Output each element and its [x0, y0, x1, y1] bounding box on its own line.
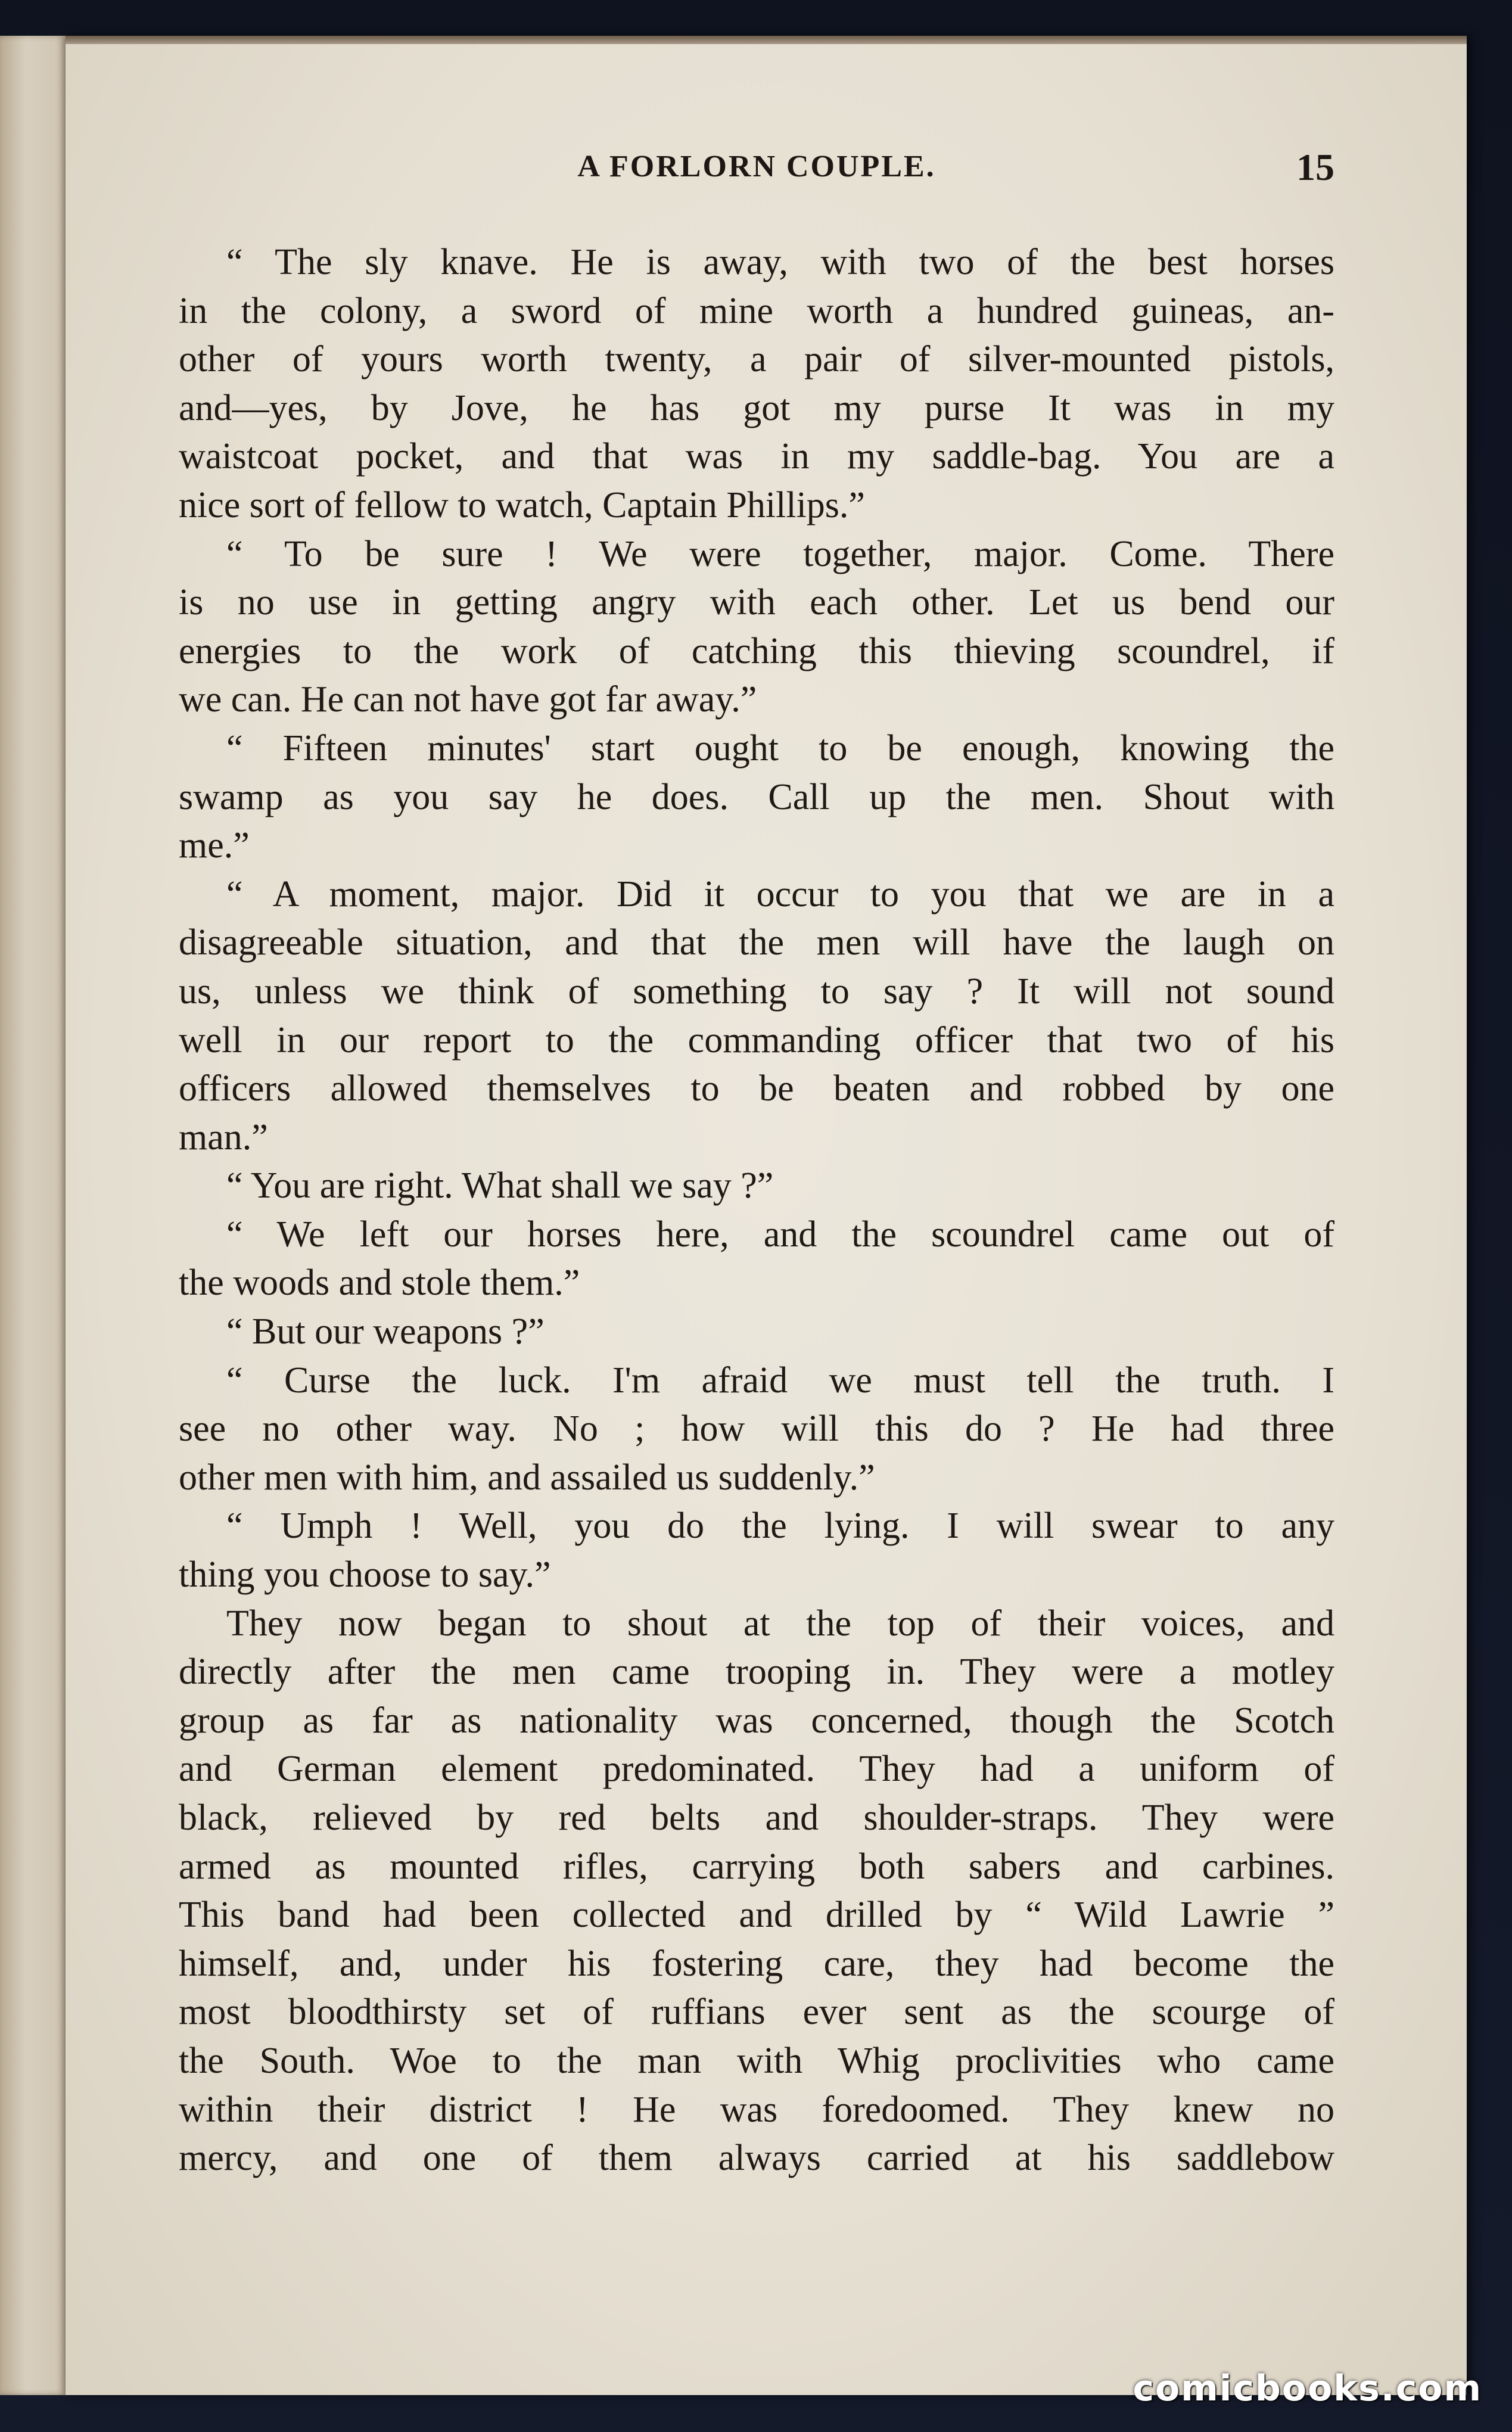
- text-line: mercy, and one of them always carried at his saddlebow: [179, 2138, 1334, 2179]
- text-line: “ Fifteen minutes' start ought to be enough, knowing the: [226, 727, 1334, 769]
- text-line: himself, and, under his fostering care, they had become the: [179, 1943, 1334, 1984]
- text-line: us, unless we think of something to say ? It will not sound: [179, 971, 1334, 1012]
- text-line: well in our report to the commanding officer that two of his: [179, 1019, 1334, 1060]
- text-line: “ A moment, major. Did it occur to you that we are in a: [226, 873, 1334, 915]
- text-line: “ Curse the luck. I'm afraid we must tell the truth. I: [226, 1360, 1334, 1401]
- text-line: energies to the work of catching this thieving scoundrel, if: [179, 630, 1334, 671]
- text-line: “ But our weapons ?”: [226, 1311, 545, 1352]
- text-line: within their district ! He was foredoomed. They knew no: [179, 2089, 1334, 2130]
- text-line: the South. Woe to the man with Whig proclivities who came: [179, 2040, 1334, 2081]
- text-line: man.”: [179, 1117, 268, 1158]
- body-text: [179, 238, 1334, 2183]
- text-line: swamp as you say he does. Call up the men. Shout with: [179, 776, 1334, 817]
- text-line: and—yes, by Jove, he has got my purse It was in my: [179, 387, 1334, 428]
- text-line: in the colony, a sword of mine worth a hundred guineas, an-: [179, 290, 1334, 331]
- text-line: “ Umph ! Well, you do the lying. I will swear to any: [226, 1506, 1334, 1547]
- text-line: other of yours worth twenty, a pair of silver-mounted pistols,: [179, 339, 1334, 380]
- text-line: disagreeable situation, and that the men will have the laugh on: [179, 922, 1334, 963]
- text-line: is no use in getting angry with each other. Let us bend our: [179, 582, 1334, 623]
- page-top-edge: [66, 36, 1467, 44]
- site-watermark: comicbooks.com: [1133, 2368, 1482, 2409]
- text-line: black, relieved by red belts and shoulder-straps. They were: [179, 1797, 1334, 1838]
- text-line: armed as mounted rifles, carrying both sabers and carbines.: [179, 1846, 1334, 1887]
- text-line: “ To be sure ! We were together, major. Come. There: [226, 533, 1334, 574]
- text-line: group as far as nationality was concerned, though the Scotch: [179, 1700, 1334, 1741]
- text-line: They now began to shout at the top of their voices, and: [226, 1603, 1334, 1644]
- text-line: This band had been collected and drilled by “ Wild Lawrie ”: [179, 1895, 1334, 1936]
- running-head: [179, 146, 1334, 203]
- text-line: nice sort of fellow to watch, Captain Phillips.”: [179, 484, 865, 525]
- text-line: officers allowed themselves to be beaten and robbed by one: [179, 1068, 1334, 1109]
- text-line: directly after the men came trooping in. They were a motley: [179, 1652, 1334, 1693]
- text-line: “ The sly knave. He is away, with two of the best horses: [226, 242, 1334, 282]
- text-line: waistcoat pocket, and that was in my saddle-bag. You are a: [179, 436, 1334, 477]
- text-line: most bloodthirsty set of ruffians ever sent as the scourge of: [179, 1992, 1334, 2033]
- running-title: A FORLORN COUPLE.: [577, 150, 936, 184]
- text-line: other men with him, and assailed us suddenly.”: [179, 1457, 875, 1498]
- text-line: see no other way. No ; how will this do ? He had three: [179, 1408, 1334, 1450]
- text-line: and German element predominated. They had a uniform of: [179, 1749, 1334, 1790]
- text-line: me.”: [179, 825, 250, 866]
- text-line: “ You are right. What shall we say ?”: [226, 1165, 774, 1206]
- text-line: the woods and stole them.”: [179, 1262, 580, 1304]
- page-number: 15: [1296, 146, 1334, 188]
- text-line: we can. He can not have got far away.”: [179, 679, 757, 720]
- facing-page-edge: [0, 36, 66, 2395]
- text-line: thing you choose to say.”: [179, 1554, 551, 1596]
- text-line: “ We left our horses here, and the scoundrel came out of: [226, 1214, 1334, 1255]
